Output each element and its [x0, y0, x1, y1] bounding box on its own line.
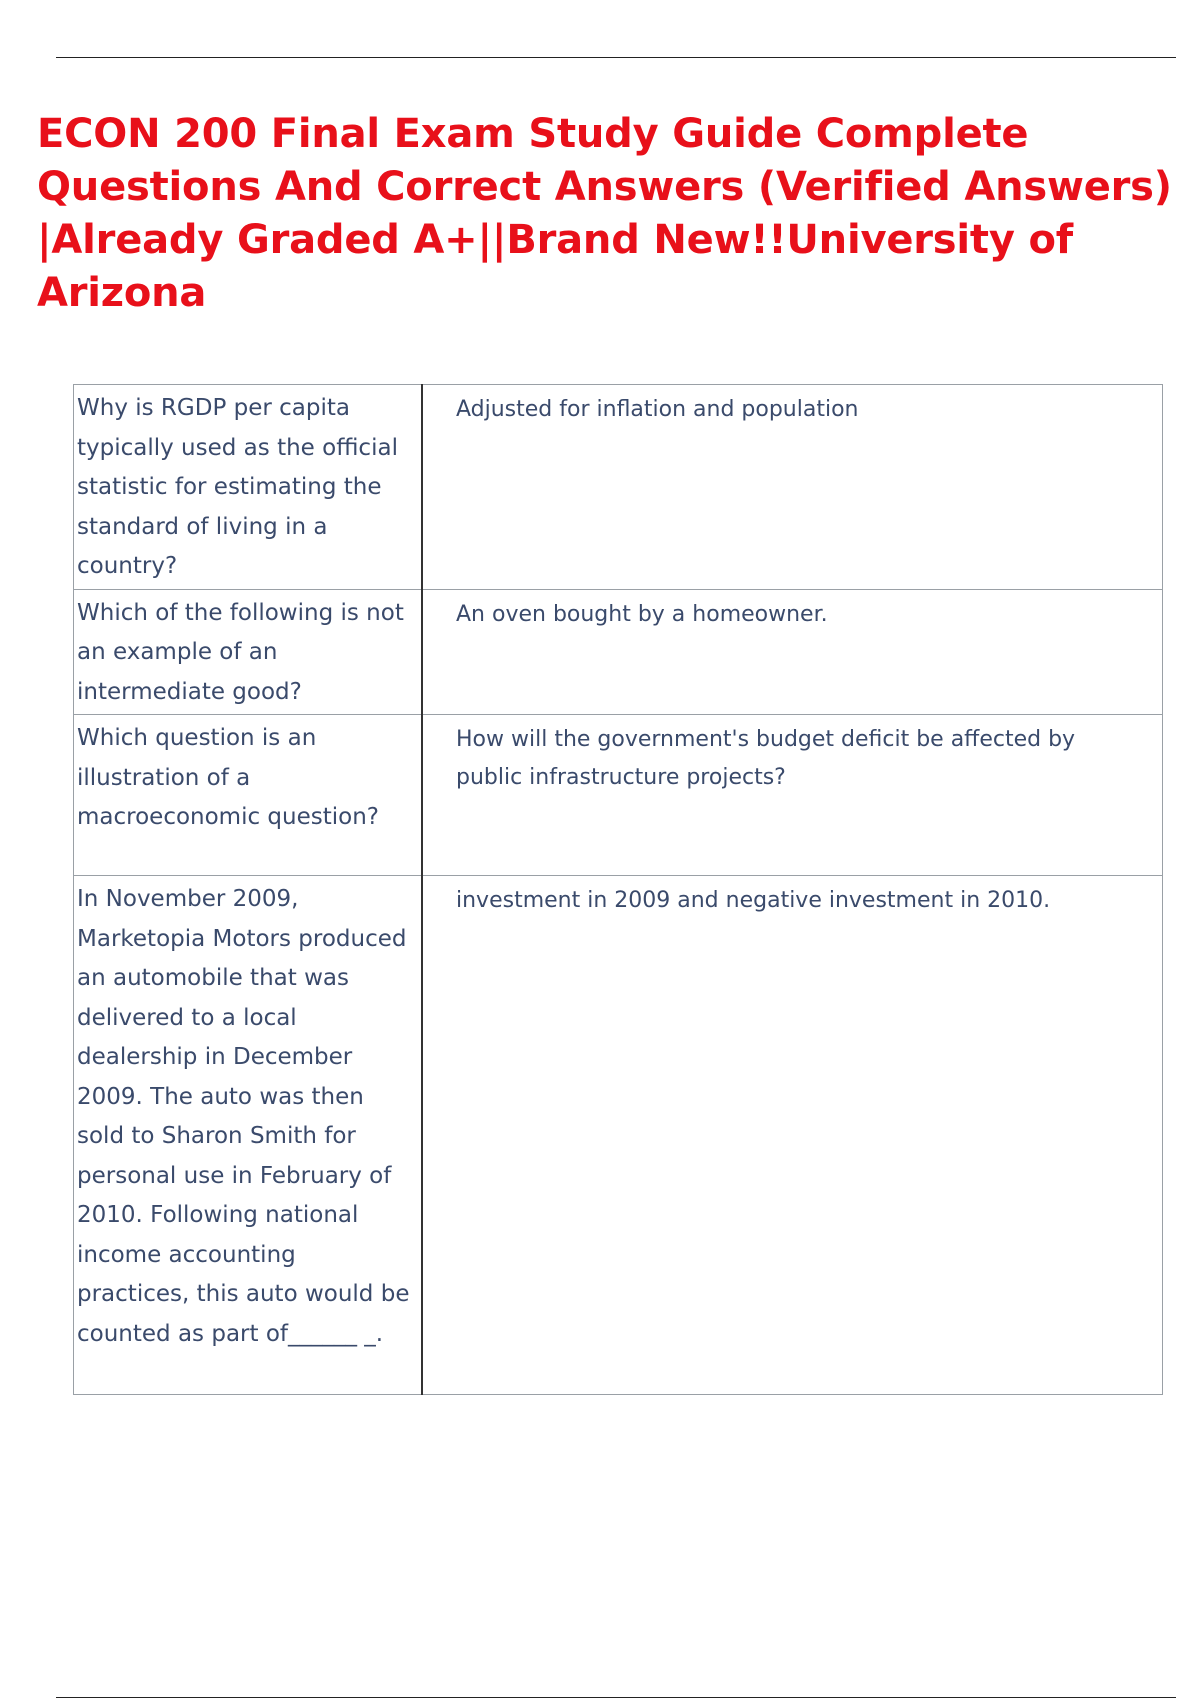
answer-cell: investment in 2009 and negative investment in 2010. [422, 876, 1163, 1395]
qa-table [73, 384, 1163, 1395]
footer-rule [56, 1697, 1176, 1698]
answer-cell: How will the government's budget deficit be affected by public infrastructure projects? [422, 715, 1163, 876]
answer-cell: Adjusted for inflation and population [422, 385, 1163, 590]
answer-cell: An oven bought by a homeowner. [422, 589, 1163, 715]
table-row [74, 385, 1163, 590]
document-title: ECON 200 Final Exam Study Guide Complete Questions And Correct Answers (Verified Answers) |Already Graded A+||Brand New!!University of Arizona [37, 111, 1172, 316]
header-rule [56, 57, 1176, 58]
question-cell: Which of the following is not an example of an intermediate good? [74, 589, 423, 715]
table-row [74, 715, 1163, 876]
table-row [74, 876, 1163, 1395]
question-cell: Which question is an illustration of a macroeconomic question? [74, 715, 423, 876]
question-cell: Why is RGDP per capita typically used as the official statistic for estimating the standard of living in a country? [74, 385, 423, 590]
question-cell: In November 2009, Marketopia Motors produced an automobile that was delivered to a local dealership in December 2009. The auto was then sold to Sharon Smith for personal use in February of 2010. Following national income accounting practices, this auto would be counted as part of______ _. [74, 876, 423, 1395]
table-row [74, 589, 1163, 715]
